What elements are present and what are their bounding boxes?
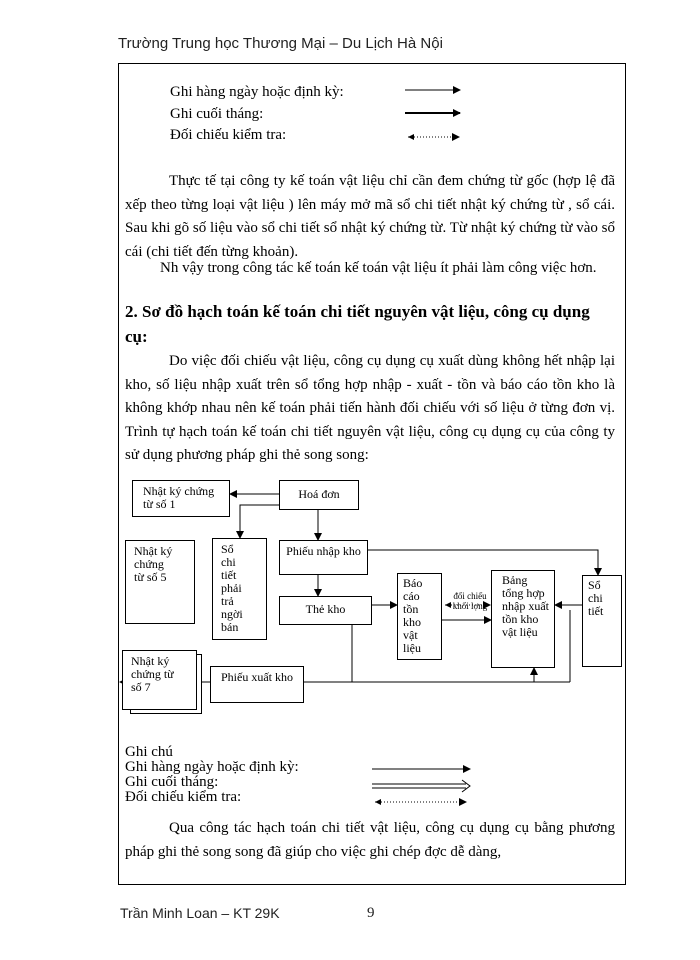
box-nkct-7: Nhật ký chứng từ số 7 xyxy=(122,650,197,710)
box-hoa-don: Hoá đơn xyxy=(279,480,359,510)
legend-bottom-daily: Ghi hàng ngày hoặc định kỳ: xyxy=(125,759,299,775)
legend-top-month-end: Ghi cuối tháng: xyxy=(170,106,264,122)
page-number: 9 xyxy=(367,905,375,921)
legend-top-reconcile: Đối chiếu kiểm tra: xyxy=(170,127,287,143)
legend-bottom-reconcile: Đối chiếu kiểm tra: xyxy=(125,789,242,805)
page-header: Trường Trung học Thương Mại – Du Lịch Hà Nội xyxy=(118,35,443,52)
box-nkct-1: Nhật ký chứng từ số 1 xyxy=(132,480,230,517)
legend-top-daily: Ghi hàng ngày hoặc định kỳ: xyxy=(170,84,344,100)
paragraph-2: Nh vậy trong công tác kế toán kế toán vật liệu ít phải làm công việc hơn. xyxy=(160,260,597,276)
paragraph-4: Qua công tác hạch toán chi tiết vật liệu, công cụ dụng cụ bằng phương pháp ghi thẻ song song đã giúp cho việc ghi chép đợc dễ dàng, xyxy=(125,820,615,860)
footer-author: Trần Minh Loan – KT 29K xyxy=(120,905,280,921)
box-the-kho: Thẻ kho xyxy=(279,596,372,625)
section-title: 2. Sơ đồ hạch toán kế toán chi tiết nguyên vật liệu, công cụ dụng cụ: xyxy=(125,302,590,346)
box-nkct-5: Nhật ký chứng từ số 5 xyxy=(125,540,195,624)
box-bao-cao-ton-kho: Báo cáo tồn kho vật liệu xyxy=(397,573,442,660)
legend-bottom-title: Ghi chú xyxy=(125,744,173,760)
box-phieu-nhap-kho: Phiếu nhập kho xyxy=(279,540,368,575)
box-phieu-xuat-kho: Phiếu xuất kho xyxy=(210,666,304,703)
box-so-chi-tiet: Sổ chi tiết xyxy=(582,575,622,667)
box-bang-tong-hop: Bảng tổng hợp nhập xuất tồn kho vật liệu xyxy=(491,570,555,668)
paragraph-3: Do việc đối chiếu vật liệu, công cụ dụng cụ xuất dùng không hết nhập lại kho, số liệu nhập xuất trên sổ tổng hợp nhập - xuất - tồn và báo cáo tồn kho là không khớp nhau nên kế toán phải tiến hành đối chiếu với số liệu ở từng đơn vị. Trình tự hạch toán kế toán chi tiết nguyên vật liệu, công cụ dụng cụ của công ty sử dụng phương pháp ghi thẻ song song: xyxy=(125,353,615,463)
paragraph-1: Thực tế tại công ty kế toán vật liệu chỉ cần đem chứng từ gốc (hợp lệ đã xếp theo từng loại vật liệu ) lên máy mở mã sổ chi tiết nhật ký chứng từ , sổ cái. Sau khi gõ số liệu vào sổ chi tiết sổ nhật ký chứng từ. Từ nhật ký chứng từ vào sổ cái (chi tiết đến từng khoản). xyxy=(125,173,615,260)
label-doi-chieu: đối chiếu khối lợng xyxy=(452,591,488,611)
box-so-chi-tiet-phai-tra: Sổ chi tiết phải trả ngời bán xyxy=(212,538,267,640)
legend-bottom-month-end: Ghi cuối tháng: xyxy=(125,774,219,790)
